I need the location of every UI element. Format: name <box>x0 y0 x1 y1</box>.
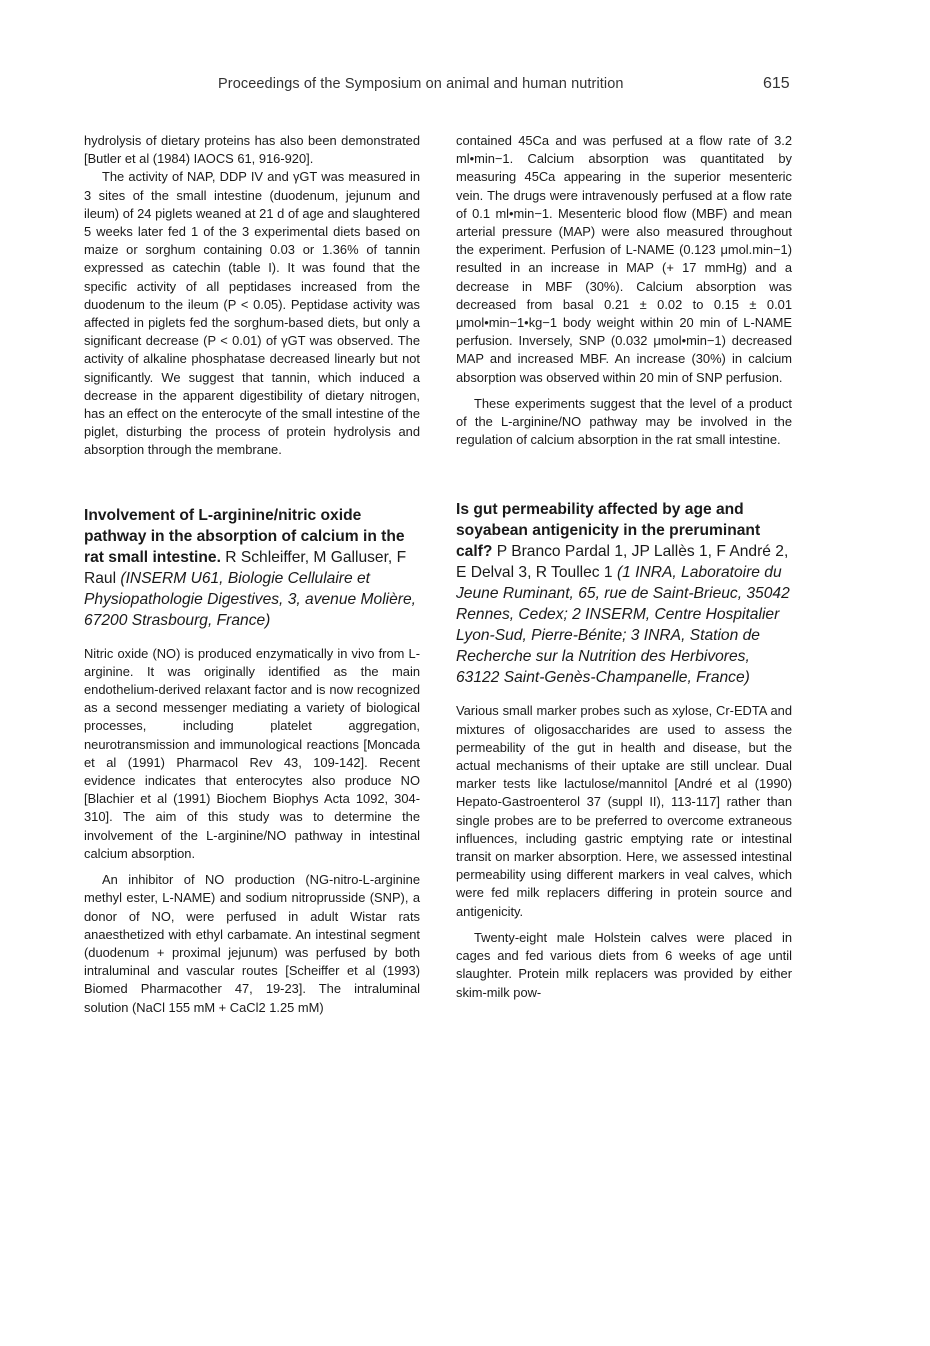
running-header <box>0 76 930 98</box>
paragraph-marker-probes: Various small marker probes such as xylose, Cr-EDTA and mixtures of oligosaccharides are used to assess the permeability of the gut in health and disease, but the actual mechanisms of their uptake are still unclear. Dual marker tests like lactulose/mannitol [André et al (1990) Hepato-Gastroenterol 37 (suppl II), 113-117] rather than single probes are to be preferred to overcome extraneous influences, including gastric emptying rate or intestinal transit on marker absorption. Here, we assessed intestinal permeability using different markers in veal calves, which were fed milk replacers differing in protein source and antigenicity. <box>456 703 792 919</box>
journal-running-title: Proceedings of the Symposium on animal and human nutrition <box>218 76 624 92</box>
abstract-affiliation: (1 INRA, Laboratoire du Jeune Ruminant, 65, rue de Saint-Brieuc, 35042 Rennes, Cedex; 2 INSERM, Centre Hospitalier Lyon-Sud, Pierre-Bénite; 3 INRA, Station de Recherche sur la Nutrition des Herbivores, 63122 Saint-Genès-Champanelle, France) <box>456 564 790 687</box>
right-column <box>456 132 792 1002</box>
paragraph-continued: hydrolysis of dietary proteins has also been demonstrated [Butler et al (1984) IAOCS 61, 916-920]. <box>84 133 420 167</box>
abstract-authors: R Schleiffer, M Galluser, F Raul <box>84 548 407 587</box>
abstract-heading-gut-permeability <box>456 499 792 688</box>
paragraph-results: contained 45Ca and was perfused at a flow rate of 3.2 ml•min−1. Calcium absorption was quantitated by measuring 45Ca appearing in the superior mesenteric vein. The drugs were intravenously perfused at a flow rate of 0.1 ml•min−1. Mesenteric blood flow (MBF) and mean arterial pressure (MAP) were also measured throughout the experiment. Perfusion of L-NAME (0.123 μmol.min−1) resulted in an increase in MAP (+ 17 mmHg) and a decrease in MBF (30%). Calcium absorption was decreased from basal 0.21 ± 0.02 to 0.15 ± 0.01 μmol•min−1•kg−1 body weight within 20 min of L-NAME perfusion. Inversely, SNP (0.032 μmol•min−1) decreased MAP and increased MBF. An increase (30%) in calcium absorption was observed within 20 min of SNP perfusion. <box>456 133 792 385</box>
abstract-title: Involvement of L-arginine/nitric oxide pathway in the absorption of calcium in the rat small intestine. <box>84 506 405 566</box>
paragraph-peptidase-activity: The activity of NAP, DDP IV and γGT was measured in 3 sites of the small intestine (duodenum, jejunum and ileum) of 24 piglets weaned at 21 d of age and slaughtered 5 weeks later fed 1 of the 3 experimental diets based on maize or sorghum containing 0.03 or 1.36% of tannin expressed as catechin (table I). It was found that the specific activity of all peptidases increased from the duodenum to the ileum (P < 0.05). Peptidase activity was affected in piglets fed the sorghum-based diets, but only a significant decrease (P < 0.01) of γGT was observed. The activity of alkaline phosphatase decreased linearly but not significantly. We suggest that tannin, which induced a decrease in the apparent digestibility of dietary nitrogen, has an effect on the enterocyte of the small intestine of the piglet, disturbing the process of protein hydrolysis and absorption through the membrane. <box>84 169 420 458</box>
page-number: 615 <box>763 75 790 92</box>
abstract-heading-calcium <box>84 505 420 631</box>
paragraph-conclusion: These experiments suggest that the level of a product of the L-arginine/NO pathway may be involved in the regulation of calcium absorption in the rat small intestine. <box>456 395 792 448</box>
abstract-affiliation: (INSERM U61, Biologie Cellulaire et Physiopathologie Digestives, 3, avenue Molière, 67200 Strasbourg, France) <box>84 569 416 629</box>
paragraph-methods: An inhibitor of NO production (NG-nitro-L-arginine methyl ester, L-NAME) and sodium nitroprusside (SNP), a donor of NO, were perfused in adult Wistar rats anaesthetized with ethyl carbamate. An intestinal segment (duodenum + proximal jejunum) was perfused by both intraluminal and vascular routes [Scheiffer et al (1993) Biomed Pharmacother 47, 19-23]. The intraluminal solution (NaCl 155 mM + CaCl2 1.25 mM) <box>84 872 420 1015</box>
abstract-title: Is gut permeability affected by age and soyabean antigenicity in the preruminant calf? <box>456 501 761 561</box>
paragraph-calves: Twenty-eight male Holstein calves were placed in cages and fed various diets from 6 weeks of age until slaughter. Protein milk replacers was provided by either skim-milk pow- <box>456 929 792 1000</box>
left-column <box>84 132 420 1017</box>
paragraph-nitric-oxide-intro: Nitric oxide (NO) is produced enzymatically in vivo from L-arginine. It was originally identified as the main endothelium-derived relaxant factor and is now recognized as a second messenger mediating a variety of biological processes, including platelet aggregation, neurotransmission and immunological reactions [Moncada et al (1991) Pharmacol Rev 43, 109-142]. Recent evidence indicates that enterocytes also produce NO [Blachier et al (1991) Biochem Biophys Acta 1092, 304-310]. The aim of this study was to determine the involvement of the L-arginine/NO pathway in intestinal calcium absorption. <box>84 645 420 861</box>
abstract-authors: P Branco Pardal 1, JP Lallès 1, F André 2, E Delval 3, R Toullec 1 <box>456 543 789 582</box>
